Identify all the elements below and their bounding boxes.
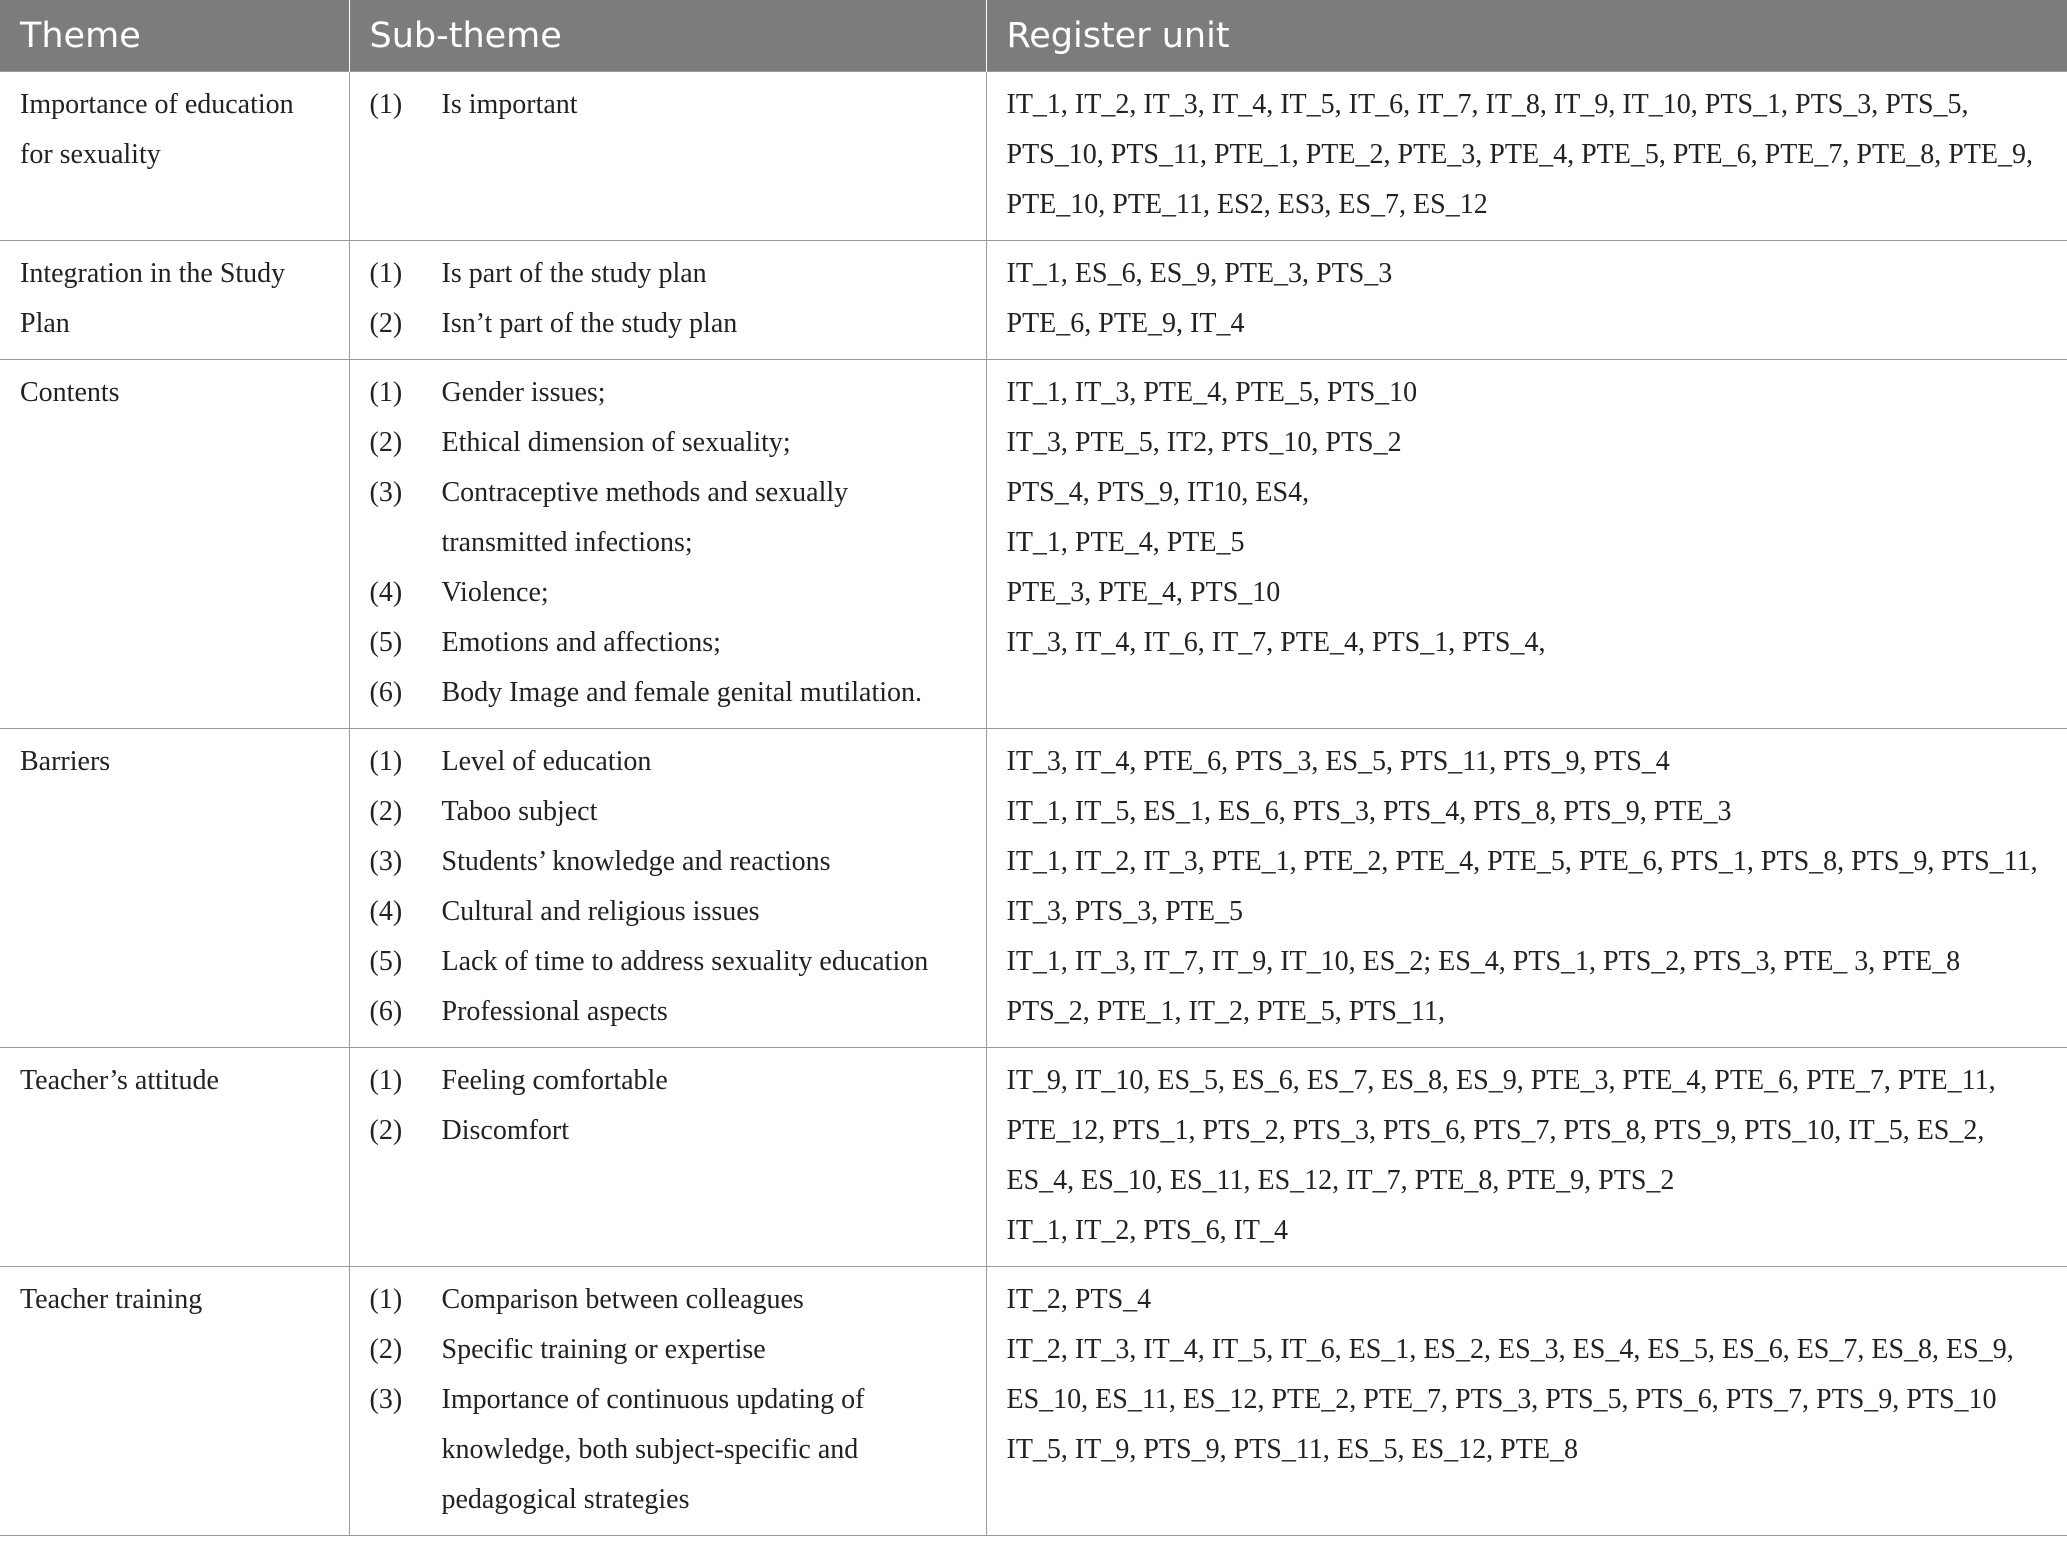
- table-header: [0, 0, 2067, 72]
- sub-theme-number: (2): [369, 427, 403, 458]
- theme-cell: Contents: [0, 360, 349, 729]
- sub-theme-item: [370, 887, 966, 937]
- sub-theme-cell: [349, 72, 986, 241]
- register-unit-cell: [986, 1267, 2067, 1536]
- sub-theme-text: Professional aspects: [441, 996, 668, 1027]
- register-unit-cell: [986, 241, 2067, 360]
- sub-theme-item: [370, 1275, 966, 1325]
- register-unit-line: IT_3, IT_4, IT_6, IT_7, PTE_4, PTS_1, PTS_4,: [1006, 627, 1546, 658]
- register-unit-line: IT_1, IT_2, PTS_6, IT_4: [1006, 1215, 1289, 1246]
- register-unit-line: IT_1, PTE_4, PTE_5: [1006, 527, 1245, 558]
- register-unit-line: PTS_2, PTE_1, IT_2, PTE_5, PTS_11,: [1006, 996, 1445, 1027]
- register-unit-line: IT_9, IT_10, ES_5, ES_6, ES_7, ES_8, ES_9, PTE_3, PTE_4, PTE_6, PTE_7, PTE_11, PTE_12, PTS_1, PTS_2, PTS_3, PTS_6, PTS_7, PTS_8, PTS_9, PTS_10, IT_5, ES_2, ES_4, ES_10, ES_11, ES_12, IT_7, PTE_8, PTE_9, PTS_2: [1006, 1065, 1996, 1196]
- register-unit-line: IT_2, PTS_4: [1006, 1284, 1152, 1315]
- sub-theme-text: Cultural and religious issues: [441, 896, 760, 927]
- sub-theme-number: (2): [369, 1334, 403, 1365]
- sub-theme-item: [370, 368, 966, 418]
- theme-cell: Barriers: [0, 729, 349, 1048]
- register-unit-line: IT_1, IT_5, ES_1, ES_6, PTS_3, PTS_4, PTS_8, PTS_9, PTE_3: [1006, 796, 1732, 827]
- sub-theme-item: [370, 1375, 966, 1525]
- table-row: [0, 241, 2067, 360]
- sub-theme-text: Feeling comfortable: [441, 1065, 668, 1096]
- sub-theme-number: (1): [369, 258, 403, 289]
- sub-theme-number: (5): [369, 946, 403, 977]
- table-row: [0, 1048, 2067, 1267]
- theme-cell: Teacher’s attitude: [0, 1048, 349, 1267]
- table-row: [0, 360, 2067, 729]
- sub-theme-text: Discomfort: [441, 1115, 570, 1146]
- sub-theme-item: [370, 787, 966, 837]
- sub-theme-item: [370, 618, 966, 668]
- sub-theme-number: (1): [369, 89, 403, 120]
- register-unit-cell: [986, 729, 2067, 1048]
- sub-theme-number: (3): [369, 1384, 403, 1415]
- sub-theme-text: Is important: [441, 89, 578, 120]
- sub-theme-cell: [349, 360, 986, 729]
- sub-theme-cell: [349, 1048, 986, 1267]
- header-register-unit: Register unit: [986, 0, 2067, 72]
- sub-theme-number: (4): [369, 577, 403, 608]
- sub-theme-item: [370, 249, 966, 299]
- sub-theme-item: [370, 837, 966, 887]
- sub-theme-item: [370, 1056, 966, 1106]
- sub-theme-number: (3): [369, 477, 403, 508]
- sub-theme-number: (3): [369, 846, 403, 877]
- sub-theme-number: (5): [369, 627, 403, 658]
- register-unit-cell: [986, 1048, 2067, 1267]
- sub-theme-number: (2): [369, 796, 403, 827]
- sub-theme-number: (1): [369, 1065, 403, 1096]
- register-unit-line: IT_2, IT_3, IT_4, IT_5, IT_6, ES_1, ES_2, ES_3, ES_4, ES_5, ES_6, ES_7, ES_8, ES_9, ES_10, ES_11, ES_12, PTE_2, PTE_7, PTS_3, PTS_5, PTS_6, PTS_7, PTS_9, PTS_10: [1006, 1334, 2014, 1415]
- register-unit-line: IT_1, IT_3, IT_7, IT_9, IT_10, ES_2; ES_4, PTS_1, PTS_2, PTS_3, PTE_ 3, PTE_8: [1006, 946, 1961, 977]
- sub-theme-item: [370, 468, 966, 568]
- sub-theme-text: Ethical dimension of sexuality;: [441, 427, 791, 458]
- register-unit-line: IT_1, IT_3, PTE_4, PTE_5, PTS_10: [1006, 377, 1418, 408]
- sub-theme-text: Taboo subject: [441, 796, 598, 827]
- sub-theme-text: Level of education: [441, 746, 652, 777]
- register-unit-line: IT_3, IT_4, PTE_6, PTS_3, ES_5, PTS_11, PTS_9, PTS_4: [1006, 746, 1670, 777]
- table-body: [0, 72, 2067, 1536]
- register-unit-line: IT_3, PTE_5, IT2, PTS_10, PTS_2: [1006, 427, 1402, 458]
- register-unit-line: IT_1, IT_2, IT_3, PTE_1, PTE_2, PTE_4, PTE_5, PTE_6, PTS_1, PTS_8, PTS_9, PTS_11,: [1006, 846, 2038, 877]
- sub-theme-item: [370, 299, 966, 349]
- sub-theme-cell: [349, 729, 986, 1048]
- sub-theme-item: [370, 568, 966, 618]
- register-unit-cell: [986, 72, 2067, 241]
- sub-theme-text: Gender issues;: [441, 377, 606, 408]
- header-sub-theme: Sub-theme: [349, 0, 986, 72]
- table-row: [0, 72, 2067, 241]
- sub-theme-text: Contraceptive methods and sexually transmitted infections;: [441, 477, 849, 558]
- sub-theme-number: (4): [369, 896, 403, 927]
- register-unit-line: IT_3, PTS_3, PTE_5: [1006, 896, 1243, 927]
- register-unit-line: PTE_6, PTE_9, IT_4: [1006, 308, 1245, 339]
- sub-theme-number: (2): [369, 1115, 403, 1146]
- register-unit-line: IT_1, ES_6, ES_9, PTE_3, PTS_3: [1006, 258, 1393, 289]
- register-unit-cell: [986, 360, 2067, 729]
- sub-theme-text: Body Image and female genital mutilation.: [441, 677, 923, 708]
- sub-theme-number: (1): [369, 746, 403, 777]
- register-unit-line: PTS_4, PTS_9, IT10, ES4,: [1006, 477, 1310, 508]
- sub-theme-number: (1): [369, 1284, 403, 1315]
- sub-theme-item: [370, 737, 966, 787]
- table-row: [0, 729, 2067, 1048]
- sub-theme-item: [370, 987, 966, 1037]
- sub-theme-text: Importance of continuous updating of knowledge, both subject-specific and pedagogical strategies: [441, 1384, 865, 1515]
- sub-theme-cell: [349, 1267, 986, 1536]
- sub-theme-number: (2): [369, 308, 403, 339]
- theme-cell: Integration in the Study Plan: [0, 241, 349, 360]
- header-theme: Theme: [0, 0, 349, 72]
- sub-theme-item: [370, 937, 966, 987]
- register-unit-line: IT_1, IT_2, IT_3, IT_4, IT_5, IT_6, IT_7, IT_8, IT_9, IT_10, PTS_1, PTS_3, PTS_5, PTS_10, PTS_11, PTE_1, PTE_2, PTE_3, PTE_4, PTE_5, PTE_6, PTE_7, PTE_8, PTE_9, PTE_10, PTE_11, ES2, ES3, ES_7, ES_12: [1006, 89, 2033, 220]
- sub-theme-item: [370, 1325, 966, 1375]
- theme-cell: Importance of education for sexuality: [0, 72, 349, 241]
- sub-theme-number: (1): [369, 377, 403, 408]
- table-row: [0, 1267, 2067, 1536]
- sub-theme-text: Lack of time to address sexuality education: [441, 946, 929, 977]
- sub-theme-number: (6): [369, 677, 403, 708]
- sub-theme-text: Students’ knowledge and reactions: [441, 846, 831, 877]
- theme-cell: Teacher training: [0, 1267, 349, 1536]
- sub-theme-text: Comparison between colleagues: [441, 1284, 804, 1315]
- sub-theme-item: [370, 668, 966, 718]
- sub-theme-text: Specific training or expertise: [441, 1334, 766, 1365]
- sub-theme-item: [370, 80, 966, 130]
- sub-theme-text: Violence;: [441, 577, 549, 608]
- sub-theme-text: Emotions and affections;: [441, 627, 721, 658]
- register-unit-line: PTE_3, PTE_4, PTS_10: [1006, 577, 1281, 608]
- sub-theme-item: [370, 418, 966, 468]
- sub-theme-text: Is part of the study plan: [441, 258, 707, 289]
- sub-theme-text: Isn’t part of the study plan: [441, 308, 738, 339]
- sub-theme-item: [370, 1106, 966, 1156]
- register-unit-line: IT_5, IT_9, PTS_9, PTS_11, ES_5, ES_12, PTE_8: [1006, 1434, 1578, 1465]
- sub-theme-cell: [349, 241, 986, 360]
- sub-theme-number: (6): [369, 996, 403, 1027]
